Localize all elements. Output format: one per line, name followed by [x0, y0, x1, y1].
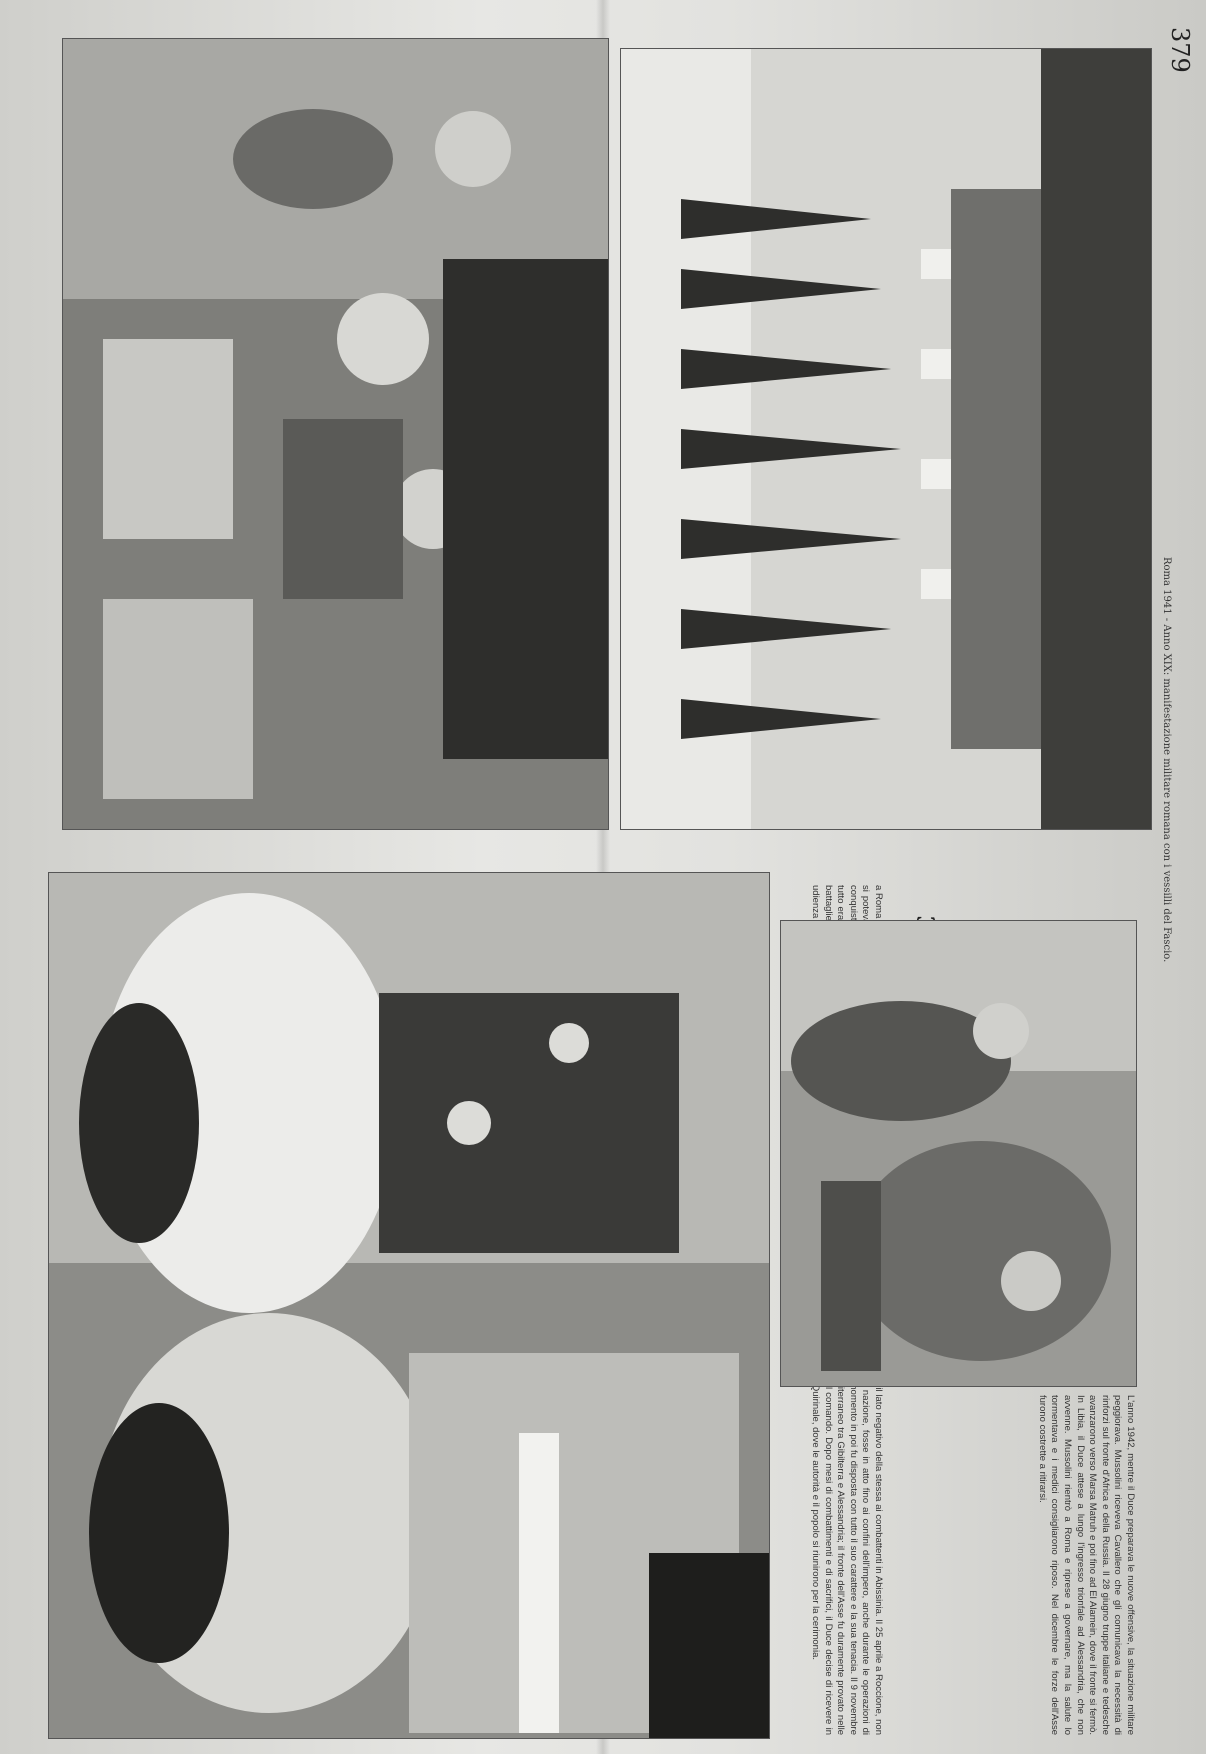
crowd-photo [62, 38, 609, 830]
page-number-right: 379 [1166, 27, 1194, 73]
portrait-photo-main [48, 872, 770, 1739]
lower-left-photo [780, 920, 1137, 1387]
article-text-bottom-col [860, 1395, 1136, 1735]
rally-caption: Roma 1941 - Anno XIX: manifestazione militare romana con i vessilli del Fascio. [1161, 557, 1172, 963]
article-text-bottom-body: L'anno 1942, mentre il Duce preparava le nuove offensive, la situazione militare peggiorava. Mussolini riceveva Cavallero che gli comunicava la necessità di rinforzi sul fronte d'Africa e della Russia. Il 28 giugno truppe italiane e tedesche avanzarono verso Marsa Matruh e poi fino ad El Alamein, dove il fronte si fermò. In Libia, il Duce attese a lungo l'ingresso trionfale ad Alessandria, che non avvenne. Mussolini rientrò a Roma e riprese a governare, ma la salute lo tormentava e i medici consigliarono riposo. Nel dicembre le forze dell'Asse furono costrette a ritirarsi. [1036, 1395, 1136, 1735]
rally-photo [620, 48, 1152, 830]
article-text-left-body: a Roma il lato negativo della stessa ai combattenti in Abissinia. Il 25 aprile a Roccione, non si poteva nazione, fosse in atto fino ai confini dell'impero, anche durante le operazioni di conquista. momento in poi fu disposta con tutto il suo carattere e la sua tenacia. Il 9 novembre tutto era Mediterraneo tra Gibilterra e Alessandria; il fronte dell'Asse fu duramente provato nelle battaglie comando. Dopo mesi di combattimenti e di sacrifici, il Duce decise di ricevere in udienza Quirinale, dove le autorità e il popolo si riunirono per la cerimonia. [810, 885, 884, 1735]
